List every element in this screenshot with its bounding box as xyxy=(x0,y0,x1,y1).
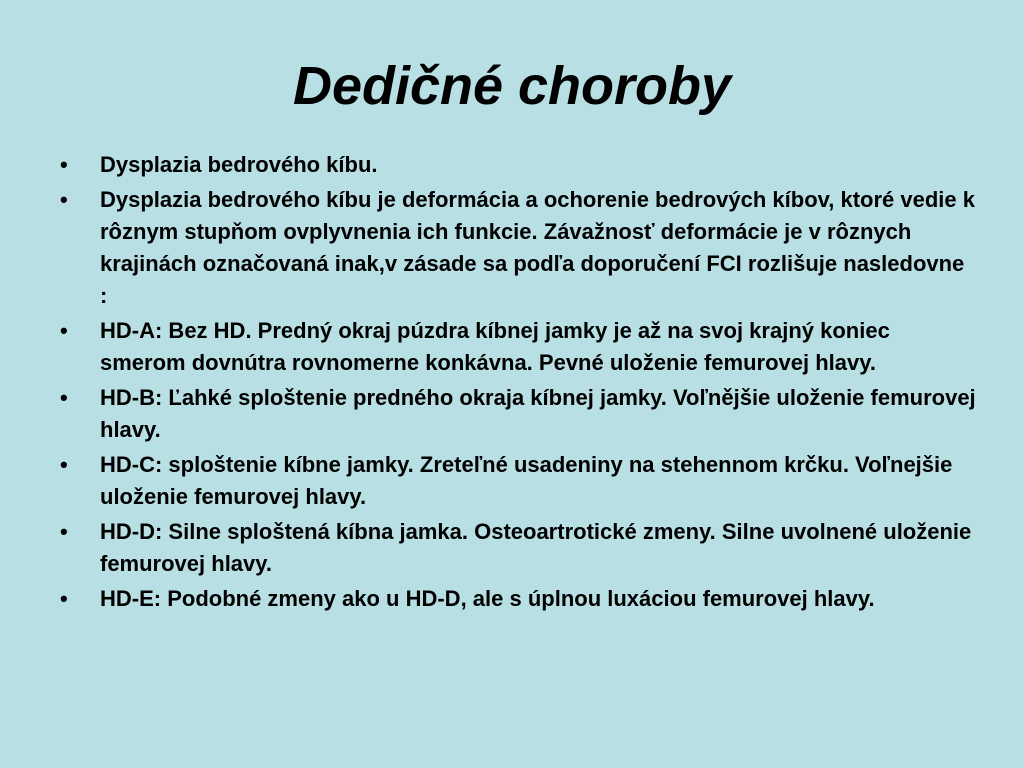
bullet-text: HD-C: sploštenie kíbne jamky. Zreteľné usadeniny na stehennom krčku. Voľnejšie uloženie femurovej hlavy. xyxy=(100,452,953,509)
bullet-text: HD-B: Ľahké sploštenie predného okraja kíbnej jamky. Voľnějšie uloženie femurovej hlavy. xyxy=(100,385,976,442)
bullet-item xyxy=(57,449,977,513)
bullet-list xyxy=(57,149,977,618)
slide-title: Dedičné choroby xyxy=(292,56,732,116)
bullet-dot-icon: • xyxy=(60,385,68,410)
bullet-item xyxy=(57,149,977,181)
bullet-item xyxy=(57,315,977,379)
bullet-text: HD-E: Podobné zmeny ako u HD-D, ale s úplnou luxáciou femurovej hlavy. xyxy=(100,586,875,611)
bullet-text: HD-D: Silne sploštená kíbna jamka. Osteoartrotické zmeny. Silne uvolnené uloženie femurovej hlavy. xyxy=(100,519,972,576)
bullet-dot-icon: • xyxy=(60,452,68,477)
bullet-text: Dysplazia bedrového kíbu. xyxy=(100,152,378,177)
bullet-dot-icon: • xyxy=(60,586,68,611)
bullet-item xyxy=(57,583,977,615)
bullet-item xyxy=(57,382,977,446)
bullet-text: Dysplazia bedrového kíbu je deformácia a ochorenie bedrových kíbov, ktoré vedie k rôznym stupňom ovplyvnenia ich funkcie. Závažnosť deformácie je v rôznych krajinách označovaná inak,v zásade sa podľa doporučení FCI rozlišuje nasledovne : xyxy=(100,187,975,308)
bullet-dot-icon: • xyxy=(60,519,68,544)
bullet-dot-icon: • xyxy=(60,187,68,212)
bullet-item xyxy=(57,516,977,580)
bullet-item xyxy=(57,184,977,312)
bullet-dot-icon: • xyxy=(60,318,68,343)
bullet-dot-icon: • xyxy=(60,152,68,177)
bullet-text: HD-A: Bez HD. Predný okraj púzdra kíbnej jamky je až na svoj krajný koniec smerom dovnútra rovnomerne konkávna. Pevné uloženie femurovej hlavy. xyxy=(100,318,890,375)
